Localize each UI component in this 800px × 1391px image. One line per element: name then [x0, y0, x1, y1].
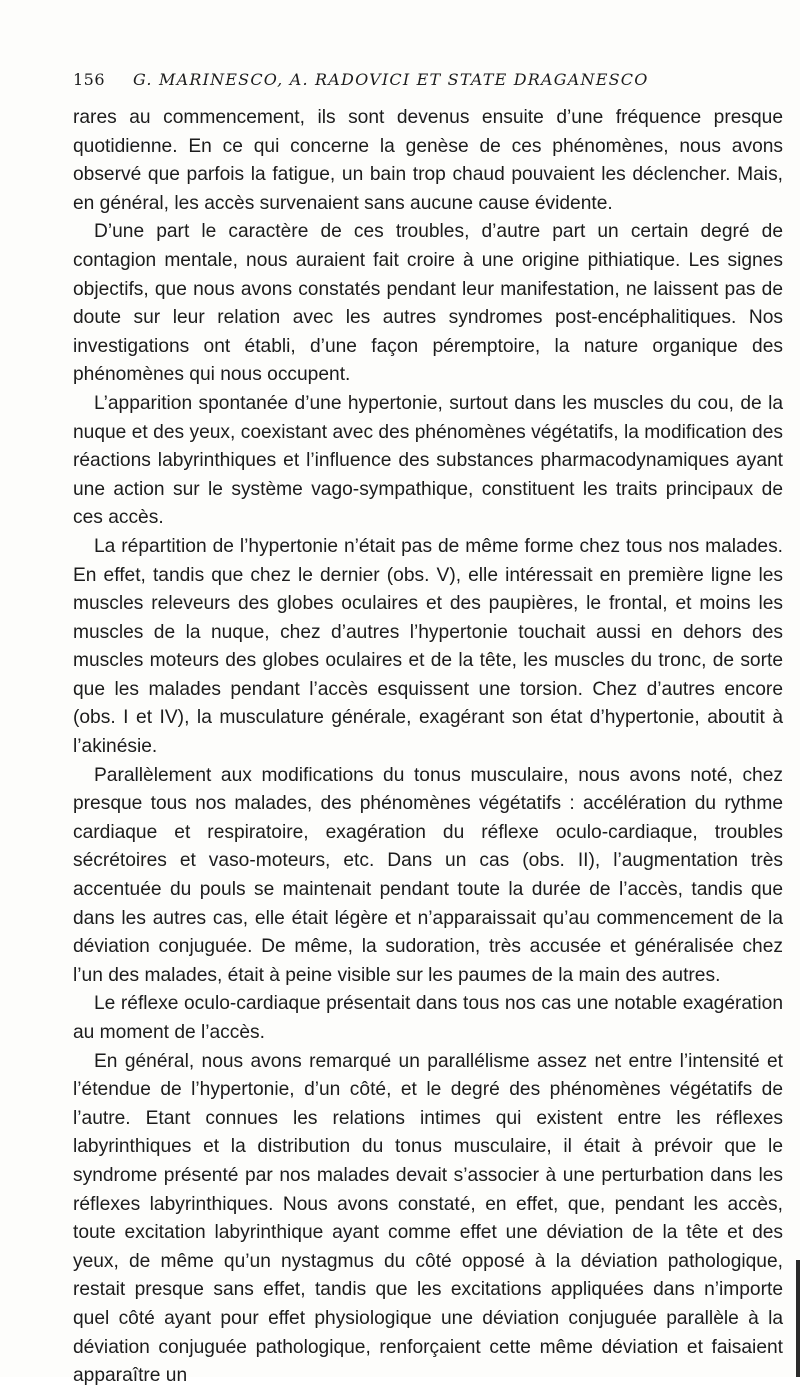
page-edge-shadow	[796, 1260, 800, 1377]
paragraph-3: L’apparition spontanée d’une hypertonie, surtout dans les muscles du cou, de la nuque et des yeux, coexistant avec des phénomènes végétatifs, la modification des réactions labyrinthiques et l’influence des substances pharmacodynamiques ayant une action sur le système vago-sympathique, constituent les traits principaux de ces accès.	[73, 392, 783, 529]
paragraph-5: Parallèlement aux modifications du tonus musculaire, nous avons noté, chez presque tous nos malades, des phénomènes végétatifs : accélération du rythme cardiaque et respiratoire, exagération du réflexe oculo-cardiaque, troubles sécrétoires et vaso-moteurs, etc. Dans un cas (obs. II), l’augmentation très accentuée du pouls se maintenait pendant toute la durée de l’accès, tandis que dans les autres cas, elle était légère et n’apparaissait qu’au commencement de la déviation conjuguée. De même, la sudoration, très accusée et généralisée chez l’un des malades, était à peine visible sur les paumes de la main des autres.	[73, 764, 783, 986]
body-text	[73, 104, 783, 1391]
paragraph-4: La répartition de l’hypertonie n’était pas de même forme chez tous nos malades. En effet, tandis que chez le dernier (obs. V), elle intéressait en première ligne les muscles releveurs des globes oculaires et des paupières, le frontal, et moins les muscles de la nuque, chez d’autres l’hypertonie touchait aussi en dehors des muscles moteurs des globes oculaires et de la tête, les muscles du tronc, de sorte que les malades pendant l’accès esquissent une torsion. Chez d’autres encore (obs. I et IV), la musculature générale, exagérant son état d’hypertonie, aboutit à l’akinésie.	[73, 535, 783, 758]
paragraph-7: En général, nous avons remarqué un parallélisme assez net entre l’intensité et l’étendue de l’hypertonie, d’un côté, et le degré des phénomènes végétatifs de l’autre. Etant connues les relations intimes qui existent entre les réflexes labyrinthiques et la distribution du tonus musculaire, il était à prévoir que le syndrome présenté par nos malades devait s’associer à une perturbation dans les réflexes labyrinthiques. Nous avons constaté, en effet, que, pendant les accès, toute excitation labyrinthique ayant comme effet une déviation de la tête et des yeux, de même qu’un nystagmus du côté opposé à la déviation pathologique, restait presque sans effet, tandis que les excitations appliquées dans n’importe quel côté ayant pour effet physiologique une déviation conjuguée parallèle à la déviation conjuguée pathologique, renforçaient cette même déviation et faisaient apparaître un	[73, 1050, 783, 1387]
paragraph-2: D’une part le caractère de ces troubles, d’autre part un certain degré de contagion mentale, nous auraient fait croire à une origine pithiatique. Les signes objectifs, que nous avons constatés pendant leur manifestation, ne laissent pas de doute sur leur relation avec les autres syndromes post-encéphalitiques. Nos investigations ont établi, d’une façon péremptoire, la nature organique des phénomènes qui nous occupent.	[73, 221, 783, 386]
running-head	[73, 70, 713, 89]
running-head-authors: G. MARINESCO, A. RADOVICI ET STATE DRAGANESCO	[133, 70, 649, 89]
paragraph-6: Le réflexe oculo-cardiaque présentait dans tous nos cas une notable exagération au moment de l’accès.	[73, 993, 783, 1043]
paragraph-1: rares au commencement, ils sont devenus ensuite d’une fréquence presque quotidienne. En ce qui concerne la genèse de ces phénomènes, nous avons observé que parfois la fatigue, un bain trop chaud pouvaient les déclencher. Mais, en général, les accès survenaient sans aucune cause évidente.	[73, 107, 783, 214]
page-number: 156	[73, 70, 106, 89]
